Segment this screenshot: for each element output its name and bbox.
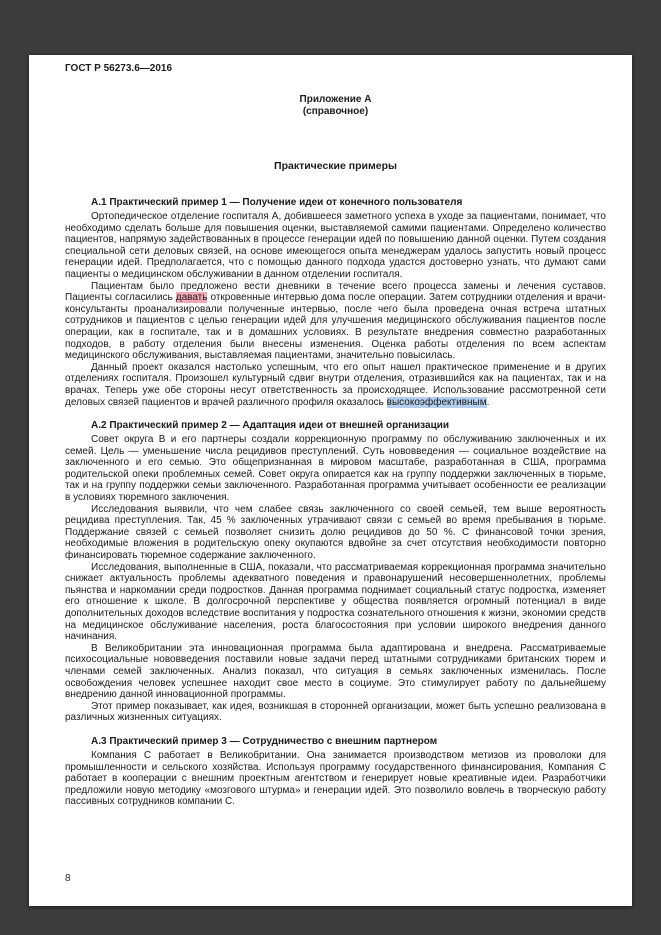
paragraph	[65, 362, 606, 408]
paragraph-text: Пациентам было предложено вести дневники в течение всего процесса замены и лечения суставов. Пациенты согласились	[65, 280, 606, 304]
section-a1-heading: А.1 Практический пример 1 — Получение идеи от конечного пользователя	[91, 197, 463, 208]
page-number: 8	[65, 873, 71, 884]
highlighted-word-pink: давать	[175, 292, 208, 304]
paragraph: Этот пример показывает, как идея, возникшая в сторонней организации, может быть успешно реализована в различных жизненных ситуациях.	[65, 700, 606, 724]
section-a2-heading: А.2 Практический пример 2 — Адаптация идеи от внешней организации	[91, 420, 450, 432]
page-title: Практические примеры	[274, 160, 397, 172]
paragraph-text: откровенные интервью дома после операции. Затем сотрудники отделения и врачи-консультанты проанализировали полученные интервью, после чего была проведена очная встреча штатных сотрудников и пациентов с целью генерации идей для улучшения медицинского обслуживания пациентов после операции, как в госпитале, так и в домашних условиях. В результате внедрения совместно разработанных подходов, в работу отделения были внесены изменения. Оценка работы отделения по всем аспектам медицинского обслуживания, выставляемая пациентами, значительно повысилась.	[65, 292, 607, 362]
paragraph: Компания С работает в Великобритании. Она занимается производством метизов из проволоки для промышленности и сельского хозяйства. Используя программу государственного финансирования, Компания С работает в кооперации с внешним проектным агентством и генерирует новые креативные идеи. Разработчики предложили новую методику «мозгового штурма» и генерации идей. Это позволило вовлечь в творческую работу пассивных сотрудников компании С.	[65, 749, 606, 808]
section-a3	[65, 736, 606, 808]
appendix-heading	[65, 94, 606, 118]
section-a2	[65, 420, 606, 724]
paragraph: Исследования, выполненные в США, показали, что рассматриваемая коррекционная программа значительно снижает актуальность проблемы адекватного поведения и правонарушений несовершеннолетних, проблемы пьянства и наркомании среди подростков. Данная программа поднимает социальный статус подростка, изменяет его отношение к школе. В долгосрочной перспективе у общества появляется огромный потенциал в виде дополнительных доходов вследствие воспитания у подростка сознательного отношения к жизни, экономии средств на медицинское обслуживание населения, роста благосостояния при условии широкого внедрения данного начинания.	[65, 561, 606, 643]
paragraph: В Великобритании эта инновационная программа была адаптирована и внедрена. Рассматриваемые психосоциальные нововведения поставили новые задачи перед штатными сотрудниками британских тюрем и членами семей заключенных. Анализ показал, что ситуация в семьях заключенных изменилась. После освобождения человек успешнее находит свое место в социуме. Это стимулирует работу по дальнейшему внедрению данной инновационной программы.	[65, 642, 606, 701]
document-page	[29, 55, 632, 906]
paragraph: Совет округа В и его партнеры создали коррекционную программу по обслуживанию заключенных и их семей. Цель — уменьшение числа рецидивов преступлений. Суть нововведения — социальное воздействие на заключенного и его семью. Это общепризнанная в мировом масштабе, разработанная в США, программа родительской опеки проблемных семей. Совет округа опирается как на группу поддержки заключенных в тюрьме, так и на группу поддержки семьи заключенного. Разработанная программа учитывает особенности ее реализации в условиях тюремного заключения.	[65, 434, 606, 504]
section-a3-heading: А.3 Практический пример 3 — Сотрудничество с внешним партнером	[91, 735, 438, 747]
highlighted-word-blue: высокоэффективным	[386, 396, 487, 408]
paragraph-text: Данный проект оказался настолько успешным, что его опыт нашел практическое применение и в других отделениях госпиталя. Произошел культурный сдвиг внутри отделения, отразившийся как на пациентах, так и на врачах. Теперь уже обе стороны несут ответственность за происходящее. Использование рассмотренной сети деловых связей пациентов и врачей различного профиля оказалось	[65, 361, 606, 408]
paragraph-text: .	[486, 396, 490, 408]
paragraph: Ортопедическое отделение госпиталя А, добившееся заметного успеха в уходе за пациентами, понимает, что необходимо сделать больше для повышения оценки, выставляемой самими пациентами. Определено количество пациентов, напрямую задействованных в процессе генерации идей по повышению данной оценки. Путем создания специальной сети деловых связей, на основе имеющегося опыта менеджерам удалось запустить новый процесс генерации идей. Предполагается, что с помощью данного подхода удастся достоверно узнать, что думают сами пациенты о медицинском обслуживании в данном отделении госпиталя.	[65, 211, 606, 280]
appendix-title: Приложение А	[299, 94, 372, 105]
section-a1	[65, 197, 606, 408]
paragraph	[65, 281, 606, 362]
paragraph: Исследования выявили, что чем слабее связь заключенного со своей семьей, тем выше вероятность рецидива преступления. Так, 45 % заключенных утрачивают связи с семьей во время пребывания в тюрьме. Поддержание связей с семьей позволяет снизить долю рецидивов до 50 %. С финансовой точки зрения, необходимые вложения в родительскую опеку окупаются вдвойне за счет отсутствия необходимости повторно финансировать тюремное содержание заключенного.	[65, 503, 606, 562]
appendix-type: (справочное)	[302, 106, 369, 117]
standard-number: ГОСТ Р 56273.6—2016	[65, 63, 173, 74]
